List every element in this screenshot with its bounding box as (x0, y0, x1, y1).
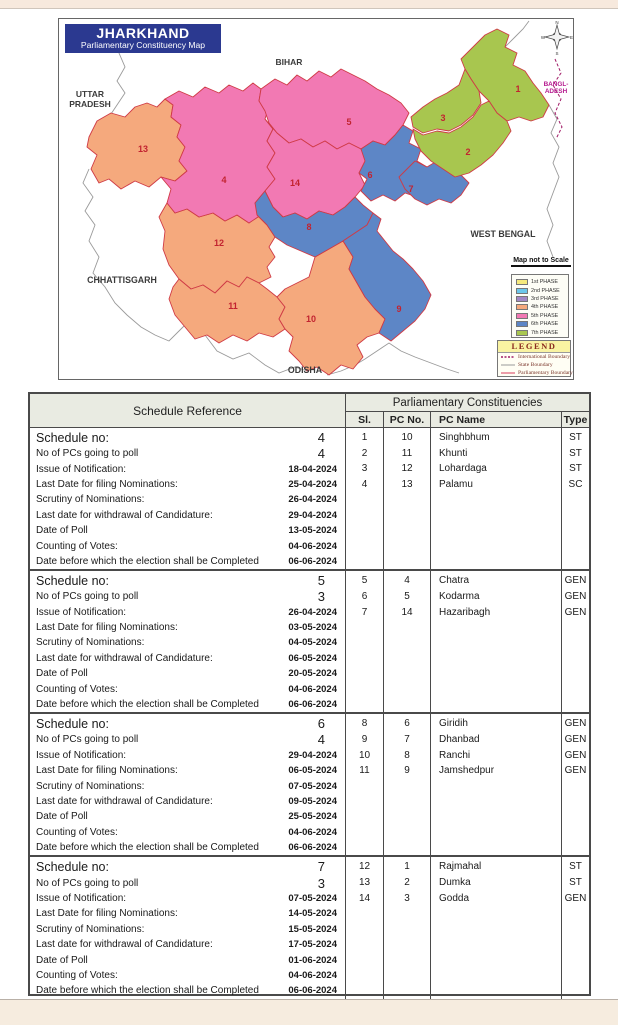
row-label: Date before which the election shall be Completed (36, 842, 259, 854)
schedule-reference-cell (30, 857, 345, 998)
type-column: ST ST GEN (561, 857, 589, 998)
phase7-swatch (516, 330, 528, 336)
row-label: Schedule no: (36, 573, 109, 588)
row-label: Last Date for filing Nominations: (36, 478, 178, 490)
schedule-block-6 (30, 712, 589, 855)
row-label: Date before which the election shall be Completed (36, 985, 259, 997)
phase-legend-row: 2nd PHASE (516, 286, 568, 294)
row-label: Schedule no: (36, 716, 109, 731)
schedule-no-value: 7 (317, 859, 325, 875)
sl-column: 12 13 14 (345, 857, 383, 998)
row-label: Date of Poll (36, 668, 88, 680)
sl-column: 1 2 3 4 (345, 428, 383, 569)
region-12-label: 12 (213, 238, 225, 248)
map-subtitle: Parliamentary Constituency Map (80, 40, 206, 50)
label-chhattisgarh: CHHATTISGARH (87, 275, 157, 285)
row-label: Schedule no: (36, 430, 109, 445)
row-label: Issue of Notification: (36, 463, 127, 475)
table-header (30, 394, 589, 428)
region-10-label: 10 (305, 314, 317, 324)
map-scale-note: Map not to Scale (511, 257, 571, 267)
table-body (30, 428, 589, 999)
date-value: 04-05-2024 (288, 637, 337, 649)
region-11-label: 11 (228, 301, 238, 311)
phase-legend-row: 6th PHASE (516, 320, 568, 328)
row-label: Last date for withdrawal of Candidature: (36, 939, 213, 951)
phase6-swatch (516, 321, 528, 327)
row-label: Last date for withdrawal of Candidature: (36, 509, 213, 521)
row-label: Schedule no: (36, 859, 109, 874)
label-bangladesh: BANGL- ADESH (543, 81, 569, 95)
date-value: 14-05-2024 (288, 908, 337, 920)
pcs-value: 3 (317, 589, 325, 605)
region-3-label: 3 (440, 113, 446, 123)
date-value: 04-06-2024 (288, 826, 337, 838)
row-label: No of PCs going to poll (36, 591, 139, 603)
row-label: Issue of Notification: (36, 749, 127, 761)
schedule-no-value: 5 (317, 573, 325, 589)
row-label: No of PCs going to poll (36, 448, 139, 460)
region-1-label: 1 (515, 84, 521, 94)
region-14-label: 14 (289, 178, 301, 188)
row-label: Date before which the election shall be Completed (36, 699, 259, 711)
row-label: No of PCs going to poll (36, 877, 139, 889)
label-uttar-pradesh: UTTAR PRADESH (69, 89, 111, 109)
date-value: 06-05-2024 (288, 652, 337, 664)
date-value: 29-04-2024 (288, 749, 337, 761)
phase3-swatch (516, 296, 528, 302)
pcs-value: 4 (317, 446, 325, 462)
boundary-legend (497, 340, 571, 377)
parliamentary-boundary-swatch (501, 371, 515, 375)
date-value: 06-06-2024 (288, 555, 337, 567)
phase4-swatch (516, 304, 528, 310)
row-label: Last date for withdrawal of Candidature: (36, 652, 213, 664)
international-boundary-swatch (501, 355, 515, 359)
legend-row-state: State Boundary (498, 361, 570, 369)
phase1-swatch (516, 279, 528, 285)
header-schedule-reference: Schedule Reference (133, 403, 242, 418)
schedule-block-5 (30, 569, 589, 712)
pcs-value: 4 (317, 732, 325, 748)
row-label: Scrutiny of Nominations: (36, 637, 145, 649)
legend-row-parliamentary: Parliamentary Boundary (498, 369, 570, 377)
schedule-block-7 (30, 855, 589, 998)
region-6-label: 6 (367, 170, 373, 180)
row-label: Last Date for filing Nominations: (36, 908, 178, 920)
label-odisha: ODISHA (287, 365, 323, 375)
region-4-label: 4 (221, 175, 227, 185)
row-label: Date of Poll (36, 954, 88, 966)
row-label: Issue of Notification: (36, 892, 127, 904)
row-label: Counting of Votes: (36, 683, 118, 695)
schedule-no-value: 4 (317, 430, 325, 445)
date-value: 07-05-2024 (288, 892, 337, 904)
date-value: 03-05-2024 (288, 622, 337, 634)
region-2-label: 2 (465, 147, 471, 157)
date-value: 18-04-2024 (288, 463, 337, 475)
row-label: Date before which the election shall be Completed (36, 555, 259, 567)
row-label: Date of Poll (36, 525, 88, 537)
date-value: 06-05-2024 (288, 765, 337, 777)
date-value: 09-05-2024 (288, 796, 337, 807)
phase-legend-row: 4th PHASE (516, 303, 568, 311)
phase-legend-row: 3rd PHASE (516, 295, 568, 303)
date-value: 06-06-2024 (288, 985, 337, 997)
header-type: Type (561, 412, 589, 427)
header-sl: Sl. (345, 412, 383, 427)
pc-no-column: 1 2 3 (383, 857, 430, 998)
row-label: Last date for withdrawal of Candidature: (36, 796, 213, 807)
phase-legend (511, 274, 569, 338)
date-value: 07-05-2024 (288, 780, 337, 792)
pc-name-column: Giridih Dhanbad Ranchi Jamshedpur (430, 714, 561, 855)
header-pc-no: PC No. (383, 412, 430, 427)
bottom-border-band (0, 999, 618, 1025)
type-column: ST ST ST SC (561, 428, 589, 569)
date-value: 01-06-2024 (288, 954, 337, 966)
schedule-table (28, 392, 591, 996)
date-value: 06-06-2024 (288, 699, 337, 711)
date-value: 04-06-2024 (288, 683, 337, 695)
pc-name-column: Singhbhum Khunti Lohardaga Palamu (430, 428, 561, 569)
legend-title: LEGEND (498, 341, 570, 353)
phase2-swatch (516, 288, 528, 294)
date-value: 29-04-2024 (288, 509, 337, 521)
row-label: No of PCs going to poll (36, 734, 139, 746)
map-title-box (65, 24, 221, 53)
date-value: 15-05-2024 (288, 923, 337, 935)
type-column: GEN GEN GEN (561, 571, 589, 712)
svg-text:E: E (569, 35, 573, 40)
legend-row-international: International Boundary (498, 353, 570, 361)
pc-no-column: 10 11 12 13 (383, 428, 430, 569)
svg-text:N: N (555, 20, 559, 25)
date-value: 04-06-2024 (288, 969, 337, 981)
schedule-reference-cell (30, 571, 345, 712)
schedule-no-value: 6 (317, 716, 325, 732)
row-label: Counting of Votes: (36, 540, 118, 552)
date-value: 26-04-2024 (288, 494, 337, 506)
type-column: GEN GEN GEN GEN (561, 714, 589, 855)
date-value: 20-05-2024 (288, 668, 337, 680)
international-boundary-line (553, 59, 562, 139)
top-border-band (0, 0, 618, 9)
label-bihar: BIHAR (275, 57, 303, 67)
header-pc-name: PC Name (430, 412, 561, 427)
date-value: 17-05-2024 (288, 939, 337, 951)
row-label: Scrutiny of Nominations: (36, 780, 145, 792)
sl-column: 8 9 10 11 (345, 714, 383, 855)
date-value: 04-06-2024 (288, 540, 337, 552)
map-title: JHARKHAND (96, 25, 190, 41)
region-5-label: 5 (346, 117, 352, 127)
date-value: 25-04-2024 (288, 478, 337, 490)
state-boundary-swatch (501, 363, 515, 367)
jharkhand-map (58, 18, 574, 380)
schedule-reference-cell (30, 714, 345, 855)
phase-legend-row: 1st PHASE (516, 278, 568, 286)
sl-column: 5 6 7 (345, 571, 383, 712)
phase-legend-row: 5th PHASE (516, 312, 568, 320)
header-parliamentary-constituencies: Parliamentary Constituencies (345, 394, 589, 412)
label-west-bengal: WEST BENGAL (470, 229, 536, 239)
row-label: Scrutiny of Nominations: (36, 494, 145, 506)
phase-legend-row: 7th PHASE (516, 328, 568, 336)
row-label: Counting of Votes: (36, 969, 118, 981)
schedule-block-4 (30, 428, 589, 569)
region-7-label: 7 (408, 184, 414, 194)
row-label: Counting of Votes: (36, 826, 118, 838)
region-9-label: 9 (396, 304, 402, 314)
region-11-polygon (169, 277, 285, 343)
pc-no-column: 4 5 14 (383, 571, 430, 712)
pc-name-column: Rajmahal Dumka Godda (430, 857, 561, 998)
row-label: Issue of Notification: (36, 606, 127, 618)
region-8-label: 8 (306, 222, 312, 232)
date-value: 26-04-2024 (288, 606, 337, 618)
row-label: Scrutiny of Nominations: (36, 923, 145, 935)
jharkhand-map-svg (59, 19, 573, 379)
row-label: Last Date for filing Nominations: (36, 622, 178, 634)
date-value: 13-05-2024 (288, 525, 337, 537)
phase5-swatch (516, 313, 528, 319)
phase7-regions (411, 29, 549, 177)
row-label: Date of Poll (36, 811, 88, 823)
row-label: Last Date for filing Nominations: (36, 765, 178, 777)
schedule-reference-cell (30, 428, 345, 569)
region-13-label: 13 (137, 144, 149, 154)
date-value: 25-05-2024 (288, 811, 337, 823)
pc-name-column: Chatra Kodarma Hazaribagh (430, 571, 561, 712)
pc-no-column: 6 7 8 9 (383, 714, 430, 855)
pcs-value: 3 (317, 875, 325, 891)
compass-icon (541, 20, 573, 56)
svg-text:W: W (540, 35, 546, 40)
svg-text:S: S (555, 51, 559, 56)
date-value: 06-06-2024 (288, 842, 337, 854)
